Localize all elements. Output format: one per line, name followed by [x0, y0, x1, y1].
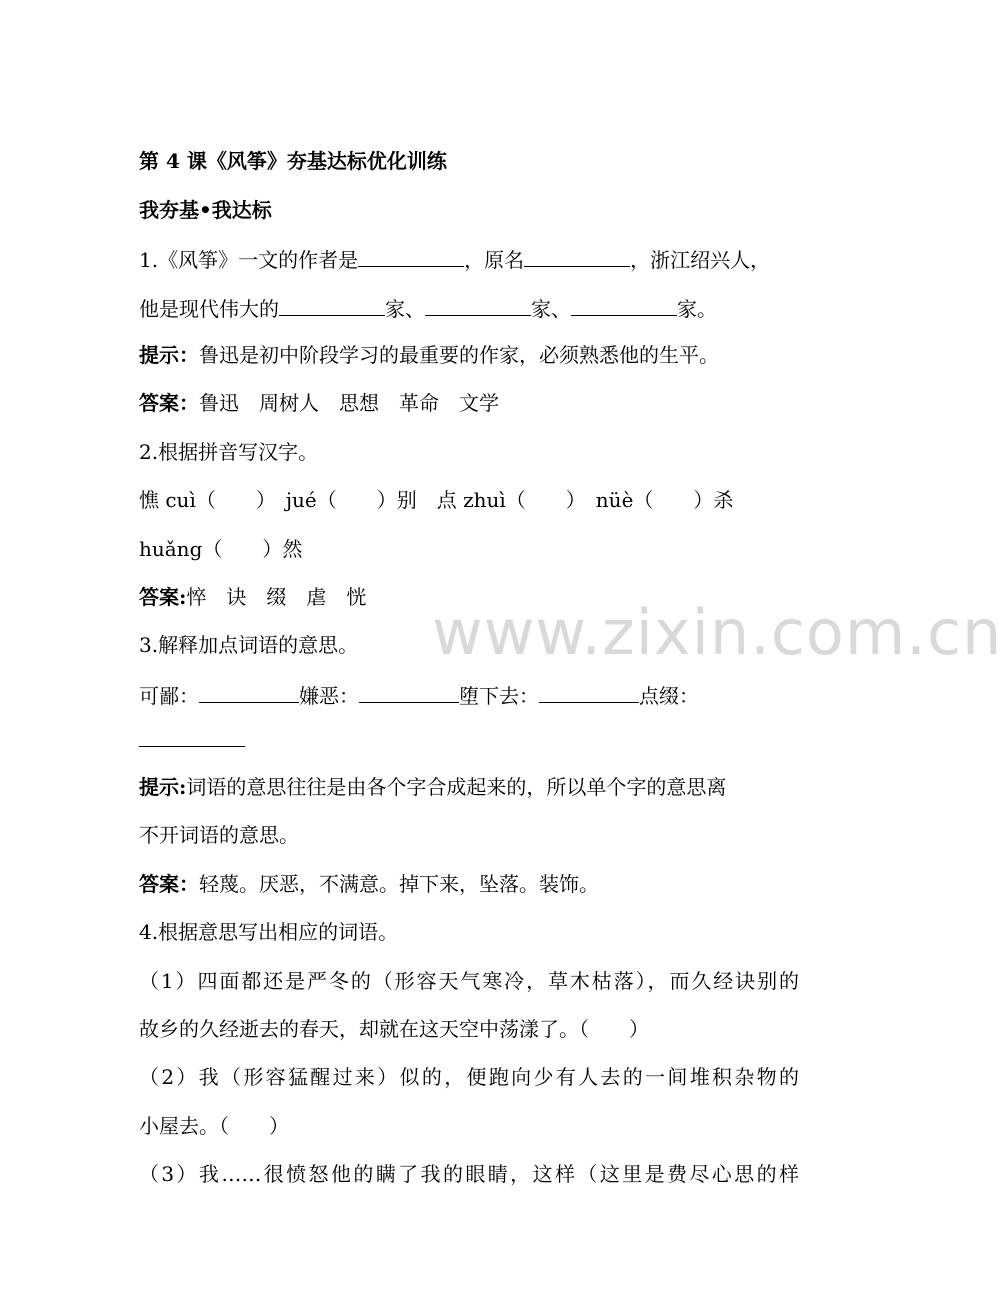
term-1-blank	[199, 680, 299, 703]
term-3-blank	[539, 680, 639, 703]
answer-label: 答案:	[139, 585, 187, 609]
q2-line-1: 憔 cuì（ ） jué（ ）别 点 zhuì（ ） nüè（ ）杀	[139, 488, 734, 512]
term-4-blank	[139, 724, 245, 747]
q3-blank-line	[139, 724, 799, 754]
answer-label: 答案：	[139, 391, 199, 415]
q1-line-1	[139, 244, 799, 274]
answer-label: 答案：	[139, 872, 199, 896]
term-2: 嫌恶：	[299, 684, 359, 708]
section-heading: 我夯基•我达标	[139, 198, 272, 222]
q4-item1-line-1: （1）四面都还是严冬的（形容天气寒冷，草木枯落），而久经诀别的	[139, 969, 799, 993]
q1-blank-3	[571, 293, 677, 316]
q3-terms-line	[139, 680, 799, 710]
q4-item3-line-1: （3）我……很愤怒他的瞒了我的眼睛，这样（这里是费尽心思的样	[139, 1162, 799, 1186]
q1-text-7: 家。	[677, 297, 717, 321]
hint-text: 词语的意思往往是由各个字合成起来的，所以单个字的意思离	[186, 775, 727, 799]
q4-item1-line-2: 故乡的久经逝去的春天，却就在这天空中荡漾了。（ ）	[139, 1017, 649, 1041]
q3-prompt: 3.解释加点词语的意思。	[139, 633, 359, 657]
q3-hint-line-2: 不开词语的意思。	[139, 823, 299, 847]
q1-answer	[139, 389, 799, 417]
answer-text: 鲁迅 周树人 思想 革命 文学	[199, 391, 499, 415]
q4-prompt: 4.根据意思写出相应的词语。	[139, 920, 399, 944]
q1-line-2	[139, 293, 799, 323]
term-4: 点缀：	[639, 684, 699, 708]
lesson-title: 第 4 课《风筝》夯基达标优化训练	[139, 149, 447, 173]
q1-text-1: 1.《风筝》一文的作者是	[139, 248, 359, 272]
q1-text-5: 家、	[385, 297, 425, 321]
answer-text: 轻蔑。厌恶，不满意。掉下来，坠落。装饰。	[199, 872, 599, 896]
watermark: www.zixin.com.cn	[432, 596, 1002, 669]
q3-hint-line-1	[139, 773, 799, 801]
q2-prompt: 2.根据拼音写汉字。	[139, 440, 319, 464]
q1-text-4: 他是现代伟大的	[139, 297, 279, 321]
q1-text-3: ，浙江绍兴人，	[630, 248, 771, 272]
q1-blank-original-name	[524, 244, 630, 267]
q3-answer	[139, 870, 799, 898]
term-3: 堕下去：	[459, 684, 539, 708]
term-2-blank	[359, 680, 459, 703]
q4-item2-line-2: 小屋去。（ ）	[139, 1114, 289, 1138]
q2-answer	[139, 583, 799, 611]
q1-blank-author	[358, 244, 464, 267]
q1-blank-2	[425, 293, 531, 316]
q4-item2-line-1: （2）我（形容猛醒过来）似的，便跑向少有人去的一间堆积杂物的	[139, 1065, 799, 1089]
term-1: 可鄙：	[139, 684, 199, 708]
q1-hint	[139, 341, 799, 369]
q2-line-2: huǎng（ ）然	[139, 537, 303, 561]
hint-label: 提示:	[139, 775, 187, 799]
answer-text: 悴 诀 缀 虐 恍	[186, 585, 367, 609]
q1-blank-1	[279, 293, 385, 316]
hint-label: 提示：	[139, 343, 199, 367]
q1-text-2: ，原名	[464, 248, 525, 272]
hint-text: 鲁迅是初中阶段学习的最重要的作家，必须熟悉他的生平。	[199, 343, 719, 367]
q1-text-6: 家、	[531, 297, 571, 321]
